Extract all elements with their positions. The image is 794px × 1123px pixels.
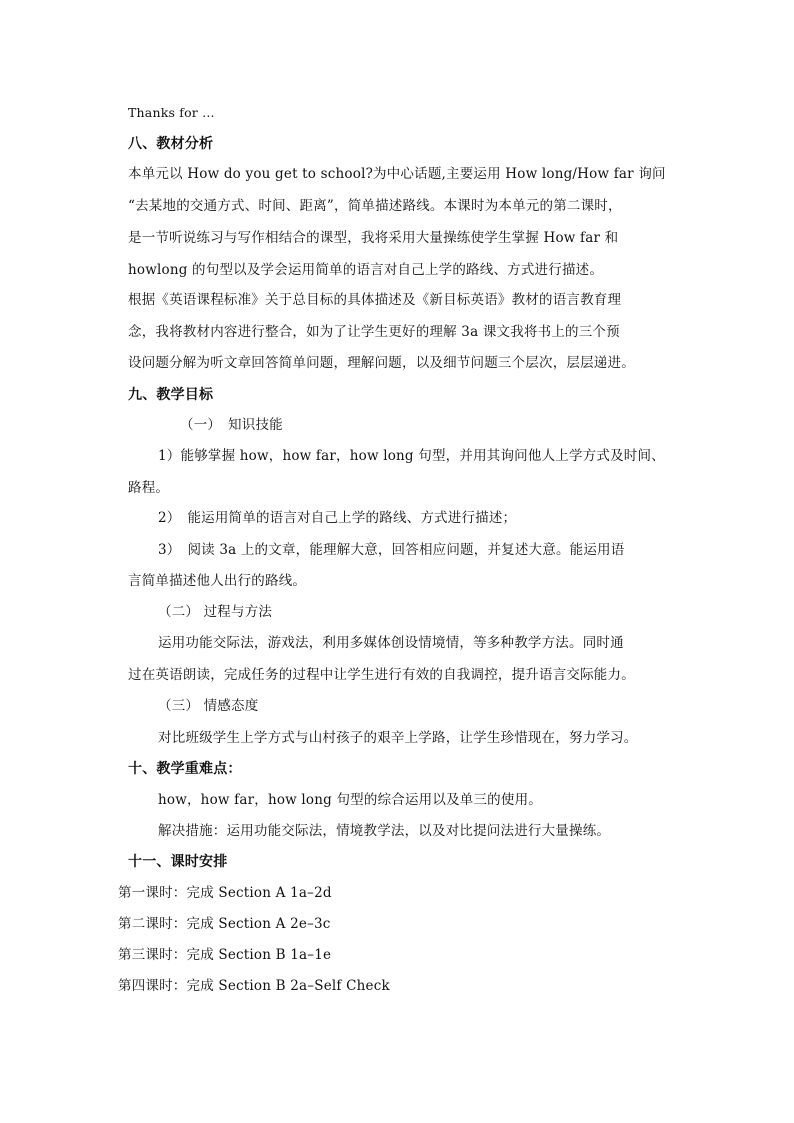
- key-point-line: how，how far，how long 句型的综合运用以及单三的使用。: [158, 792, 542, 808]
- section-8-line: 念，我将教材内容进行整合，如为了让学生更好的理解 3a 课文我将书上的三个预: [128, 324, 620, 340]
- section-9-subheading-attitude: （三） 情感态度: [158, 698, 259, 714]
- schedule-item: 第二课时：完成 Section A 2e–3c: [118, 916, 331, 932]
- method-line: 运用功能交际法，游戏法，利用多媒体创设情境情，等多种教学方法。同时通: [158, 635, 624, 651]
- objective-item-1: 1）能够掌握 how，how far，how long 句型，并用其询问他人上学方式及时间、: [158, 448, 665, 464]
- section-9-subheading-knowledge: （一） 知识技能: [180, 417, 283, 433]
- section-9-subheading-method: （二） 过程与方法: [158, 604, 273, 620]
- schedule-item: 第三课时：完成 Section B 1a–1e: [118, 947, 332, 963]
- schedule-item: 第四课时：完成 Section B 2a–Self Check: [118, 978, 390, 994]
- section-8-heading: 八、教材分析: [128, 136, 214, 152]
- section-11-heading: 十一、课时安排: [128, 854, 228, 870]
- objective-item-1-cont: 路程。: [128, 480, 170, 496]
- section-8-line: 设问题分解为听文章回答简单问题，理解问题，以及细节问题三个层次，层层递进。: [128, 355, 635, 371]
- objective-item-3: 3） 阅读 3a 上的文章，能理解大意，回答相应问题，并复述大意。能运用语: [158, 542, 625, 558]
- objective-item-2: 2） 能运用简单的语言对自己上学的路线、方式进行描述；: [158, 510, 517, 526]
- solution-line: 解决措施：运用功能交际法，情境教学法，以及对比提问法进行大量操练。: [158, 823, 611, 839]
- section-8-line: 本单元以 How do you get to school?为中心话题,主要运用 How long/How far 询问: [128, 166, 666, 182]
- section-8-line: howlong 的句型以及学会运用简单的语言对自己上学的路线、方式进行描述。: [128, 262, 604, 278]
- method-line: 过在英语朗读，完成任务的过程中让学生进行有效的自我调控，提升语言交际能力。: [128, 667, 635, 683]
- attitude-line: 对比班级学生上学方式与山村孩子的艰辛上学路，让学生珍惜现在，努力学习。: [158, 730, 638, 746]
- section-8-line: 是一节听说练习与写作相结合的课型，我将采用大量操练使学生掌握 How far 和: [128, 230, 619, 246]
- section-10-heading: 十、教学重难点：: [128, 761, 242, 777]
- thanks-line: Thanks for …: [128, 105, 215, 120]
- objective-item-3-cont: 言简单描述他人出行的路线。: [128, 573, 307, 589]
- section-8-line: “去某地的交通方式、时间、距离”，简单描述路线。本课时为本单元的第二课时，: [128, 198, 622, 214]
- schedule-item: 第一课时：完成 Section A 1a–2d: [118, 885, 332, 901]
- section-8-line: 根据《英语课程标准》关于总目标的具体描述及《新目标英语》教材的语言教育理: [128, 292, 622, 308]
- section-9-heading: 九、教学目标: [128, 387, 214, 403]
